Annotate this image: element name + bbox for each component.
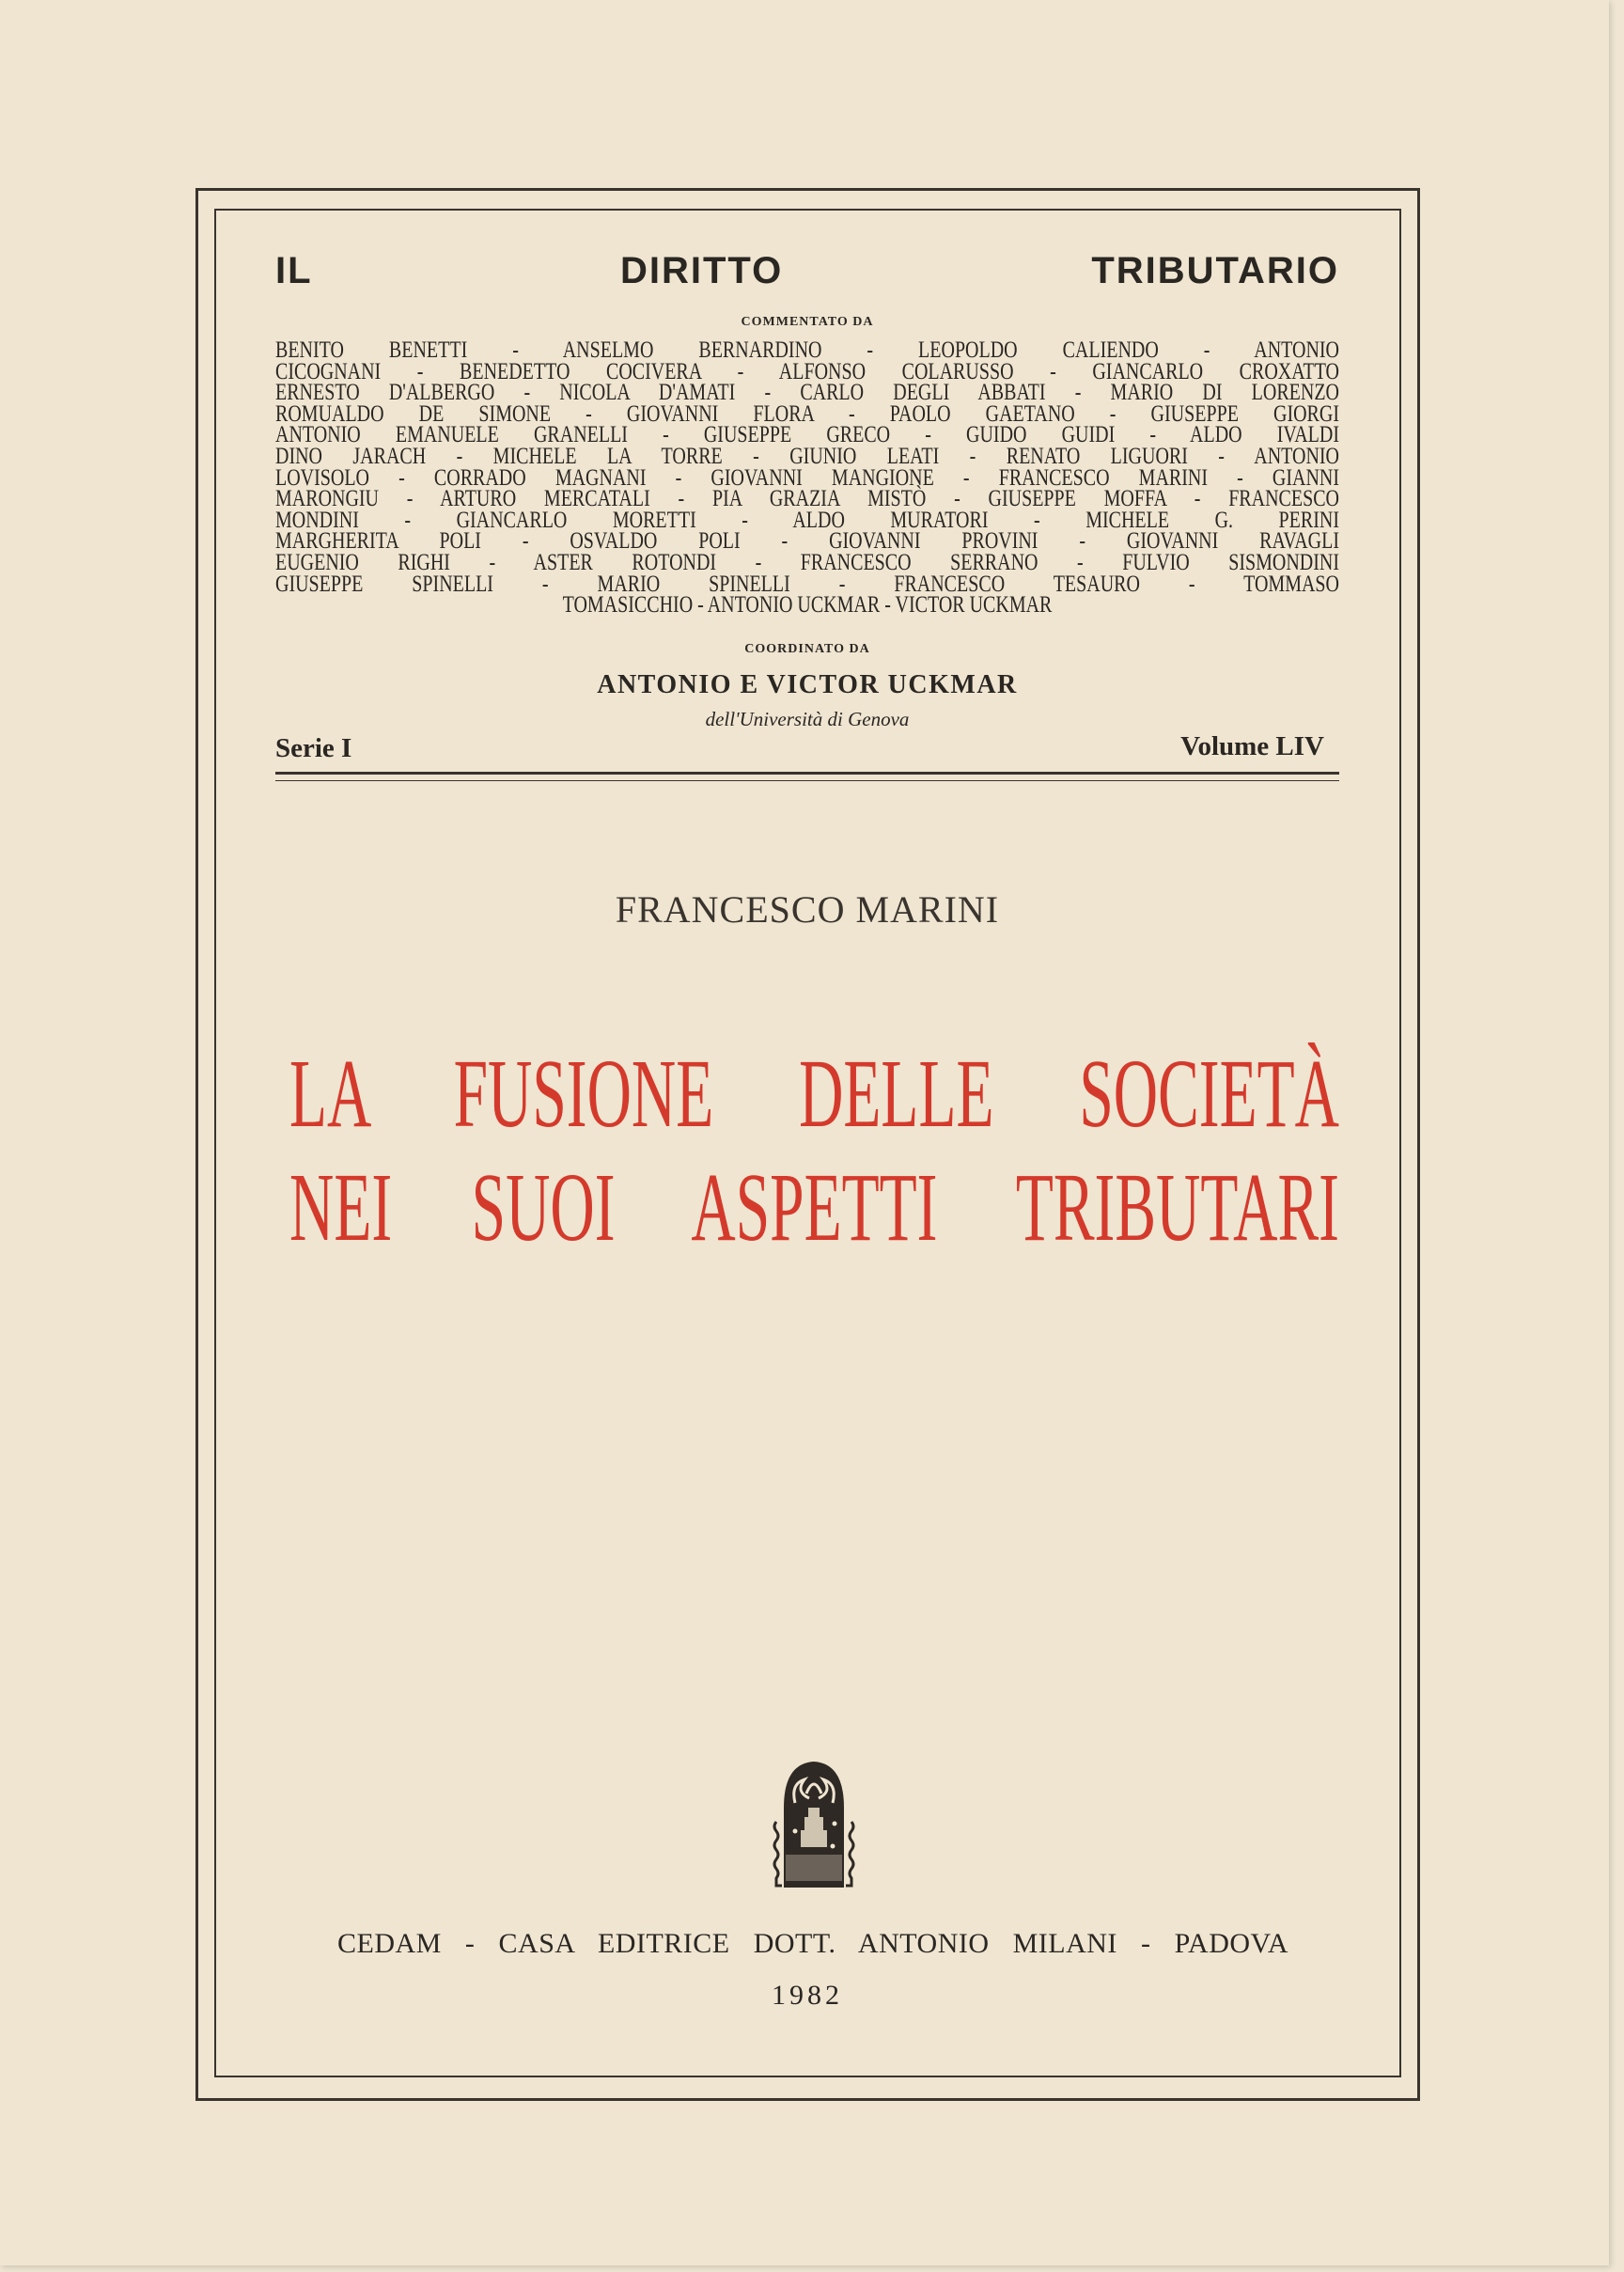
publication-year: 1982 bbox=[772, 1980, 843, 2011]
contributor-line: DINO JARACH - MICHELE LA TORRE - GIUNIO LEATI - RENATO LIGUORI - ANTONIO bbox=[275, 443, 1339, 469]
series-title: IL DIRITTO TRIBUTARIO bbox=[275, 250, 1339, 291]
commented-by-label: COMMENTATO DA bbox=[741, 315, 874, 329]
contributor-line: ANTONIO EMANUELE GRANELLI - GIUSEPPE GRECO - GUIDO GUIDI - ALDO IVALDI bbox=[275, 422, 1339, 448]
affiliation: dell'Università di Genova bbox=[705, 708, 910, 730]
book-title-line-2: NEI SUOI ASPETTI TRIBUTARI bbox=[289, 1153, 1339, 1261]
publisher: CEDAM - CASA EDITRICE DOTT. ANTONIO MILANI - PADOVA bbox=[337, 1928, 1288, 1959]
volume-label: Volume LIV bbox=[1180, 731, 1324, 761]
contributor-line: BENITO BENETTI - ANSELMO BERNARDINO - LEOPOLDO CALIENDO - ANTONIO bbox=[275, 337, 1339, 363]
contributor-line: EUGENIO RIGHI - ASTER ROTONDI - FRANCESCO SERRANO - FULVIO SISMONDINI bbox=[275, 549, 1339, 575]
divider-thick bbox=[275, 772, 1339, 775]
coordinated-by-label: COORDINATO DA bbox=[744, 642, 870, 656]
contributor-line: TOMASICCHIO - ANTONIO UCKMAR - VICTOR UCKMAR bbox=[562, 592, 1053, 619]
author: FRANCESCO MARINI bbox=[615, 888, 1000, 931]
contributor-line: MARGHERITA POLI - OSVALDO POLI - GIOVANNI PROVINI - GIOVANNI RAVAGLI bbox=[275, 528, 1339, 555]
contributor-line: MARONGIU - ARTURO MERCATALI - PIA GRAZIA MISTÒ - GIUSEPPE MOFFA - FRANCESCO bbox=[275, 486, 1339, 512]
contributor-line: LOVISOLO - CORRADO MAGNANI - GIOVANNI MANGIONE - FRANCESCO MARINI - GIANNI bbox=[275, 464, 1339, 491]
coordinators: ANTONIO E VICTOR UCKMAR bbox=[597, 670, 1018, 699]
contributor-line: ROMUALDO DE SIMONE - GIOVANNI FLORA - PAOLO GAETANO - GIUSEPPE GIORGI bbox=[275, 400, 1339, 427]
publisher-logo-icon bbox=[767, 1756, 861, 1899]
contributor-line: ERNESTO D'ALBERGO - NICOLA D'AMATI - CARLO DEGLI ABBATI - MARIO DI LORENZO bbox=[275, 380, 1339, 406]
book-title-line-1: LA FUSIONE DELLE SOCIETÀ bbox=[289, 1040, 1339, 1148]
contributor-line: MONDINI - GIANCARLO MORETTI - ALDO MURATORI - MICHELE G. PERINI bbox=[275, 507, 1339, 533]
contributor-line: CICOGNANI - BENEDETTO COCIVERA - ALFONSO COLARUSSO - GIANCARLO CROXATTO bbox=[275, 358, 1339, 384]
contributors-list bbox=[275, 337, 1339, 619]
divider-thin bbox=[275, 780, 1339, 781]
serie-label: Serie I bbox=[275, 733, 352, 763]
contributor-line: GIUSEPPE SPINELLI - MARIO SPINELLI - FRANCESCO TESAURO - TOMMASO bbox=[275, 571, 1339, 597]
